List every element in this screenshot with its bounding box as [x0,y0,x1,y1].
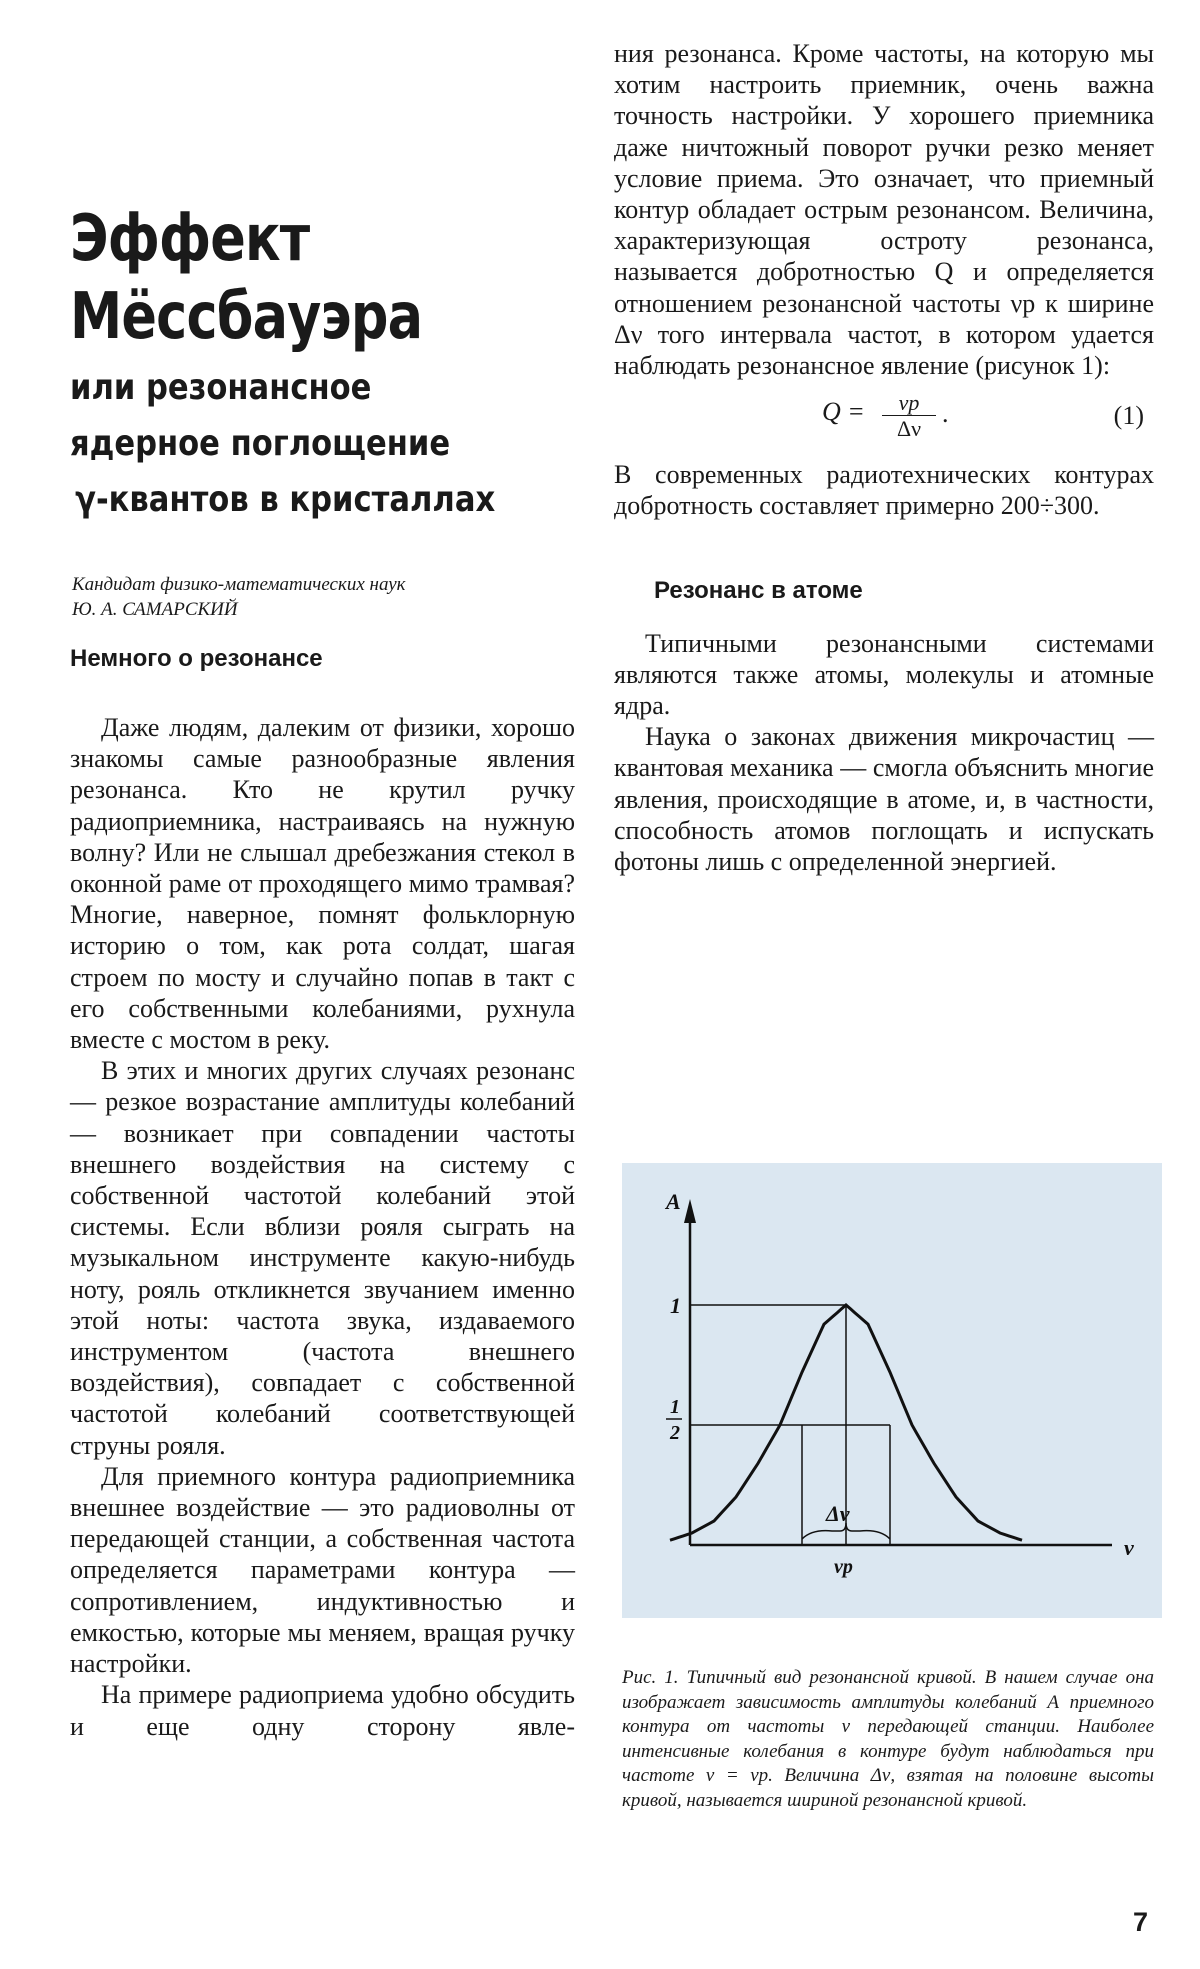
formula-fraction [882,391,936,442]
section-heading-atom: Резонанс в атоме [654,576,863,604]
subtitle-line-3: γ-квантов в кристаллах [75,479,496,520]
paragraph: В современных радиотехнических контурах добротность составляет примерно 200÷300. [614,460,1154,521]
formula-denominator: Δν [896,416,922,442]
subtitle-line-1: или резонансное [70,367,372,408]
formula-period: . [942,399,949,429]
paragraph: Для приемного контура радиоприемника внешнее воздействие — это радиоволны от передающей станции, а собственная частота определяется параметрами контура — сопротивлением, индуктивностью и емкостью, которые мы меняем, вращая ручку настройки. [70,1461,575,1679]
formula-lhs: Q = [822,397,865,427]
y-axis-label: A [666,1189,681,1214]
author-byline [72,572,575,622]
author-credential: Кандидат физико-математических наук [72,574,406,595]
after-formula-text [614,459,1154,521]
paragraph: Даже людям, далеким от физики, хорошо знакомы самые разнообразные явления резонанса. Кто не крутил ручку радиоприемника, настраиваясь на нужную волну? Или не слышал дребезжания стекол в оконной раме от проходящего мимо трамвая? Многие, наверное, помнят фольклорную историю о том, как рота солдат, шагая строем по мосту и случайно попав в такт с его собственными колебаниями, рухнула вместе с мостом в реку. [70,713,575,1055]
resonance-chart [622,1163,1162,1618]
section-body-resonance [70,712,575,1742]
x-axis-label: ν [1124,1535,1134,1560]
article-title [70,200,484,356]
right-column [614,38,1154,877]
formula [614,391,1154,453]
article-subtitle [70,360,499,528]
paragraph: Типичными резонансными системами являются также атомы, молекулы и атомные ядра. [614,628,1154,721]
paragraph: Наука о законах движения микрочастиц — квантовая механика — смогла объяснить многие явления, происходящие в атоме, и, в частности, способность атомов поглощать и испускать фотоны лишь с определенной энергией. [614,722,1154,877]
formula-number: (1) [1113,401,1144,431]
section-body-atom [614,628,1154,878]
y-tick-half-denominator: 2 [670,1422,680,1444]
paragraph: На примере радиоприема удобно обсудить и еще одну сторону явле- [70,1680,575,1741]
subtitle-line-2: ядерное поглощение [70,423,451,464]
page-number: 7 [1133,1907,1149,1937]
author-name: Ю. А. САМАРСКИЙ [72,599,238,620]
y-tick-half-numerator: 1 [670,1396,680,1418]
title-line-1: Эффект [70,202,310,276]
center-frequency-label: νр [834,1556,853,1578]
left-column [70,200,575,1742]
section-heading-resonance: Немного о резонансе [70,645,323,672]
formula-numerator: νр [882,391,936,416]
paragraph: ния резонанса. Кроме частоты, на которую мы хотим настроить приемник, очень важна точность настройки. У хорошего приемника даже ничтожный поворот ручки резко меняет условие приема. Это означает, что приемный контур обладает острым резонансом. Величина, характеризующая остроту резонанса, называется добротностью Q и определяется отношением резонансной частоты νр к ширине Δν того интервала частот, в котором удается наблюдать резонансное явление (рисунок 1): [614,39,1154,381]
resonance-curve-figure [622,1163,1162,1618]
paragraph: В этих и многих других случаях резонанс — резкое возрастание амплитуды колебаний — возникает при совпадении частоты внешнего воздействия на систему с собственной частотой колебаний этой системы. Если вблизи рояля сыграть на музыкальном инструменте какую-нибудь ноту, рояль откликнется звучанием именно этой ноты: частота звука, издаваемого инструментом (частота внешнего воздействия), совпадает с собственной частотой колебаний соответствующей струны рояля. [70,1056,575,1460]
figure-caption: Рис. 1. Типичный вид резонансной кривой. В нашем случае она изображает зависимость амплитуды колебаний А приемного контура от частоты ν передающей станции. Наиболее интенсивные колебания в контуре будут наблюдаться при частоте ν = νр. Величина Δν, взятая на половине высоты кривой, называется шириной резонансной кривой. [622,1667,1154,1811]
title-line-2: Мёссбауэра [70,280,423,354]
width-label: Δν [826,1501,850,1526]
y-tick-1: 1 [670,1293,681,1318]
y-axis-arrow [684,1199,696,1223]
section-body-continued [614,38,1154,381]
